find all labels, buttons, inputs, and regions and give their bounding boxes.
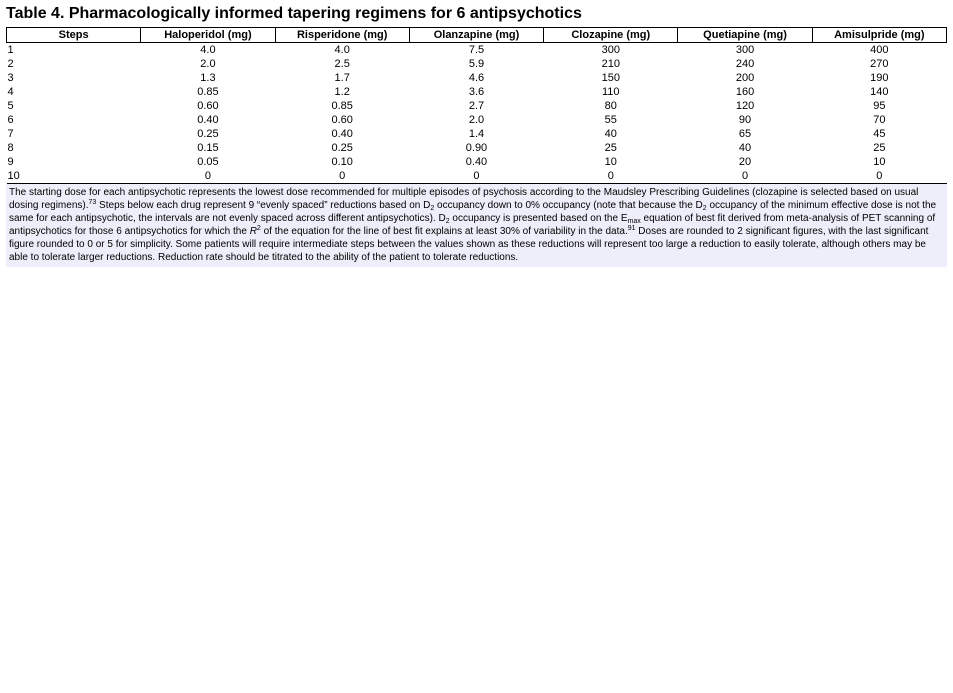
table-row — [7, 127, 947, 141]
cell-amisulpride: 140 — [870, 86, 889, 98]
footnote-text: occupancy is presented based on the E — [449, 213, 628, 224]
cell-clozapine: 10 — [604, 156, 617, 168]
footnote-text: of the equation for the line of best fit explains at least 30% of variability in the data. — [260, 226, 628, 237]
column-header-quetiapine: Quetiapine (mg) — [678, 28, 812, 43]
cell-amisulpride: 400 — [870, 44, 889, 56]
cell-clozapine: 40 — [604, 128, 617, 140]
cell-amisulpride: 95 — [873, 100, 886, 112]
cell-olanzapine: 5.9 — [468, 58, 485, 70]
header-row — [7, 28, 947, 43]
cell-risperidone: 0.25 — [331, 142, 353, 154]
cell-amisulpride: 25 — [873, 142, 886, 154]
cell-olanzapine: 0.90 — [465, 142, 488, 154]
cell-amisulpride: 45 — [873, 128, 886, 140]
table-title: Table 4. Pharmacologically informed tapering regimens for 6 antipsychotics — [6, 5, 582, 22]
cell-steps: 3 — [7, 72, 14, 84]
footnote-text: equation of best fit derived from meta-analysis of PET scanning of antipsychotics for those 6 antipsychotics for which the — [9, 213, 936, 237]
cell-haloperidol: 0.40 — [197, 114, 219, 126]
cell-quetiapine: 65 — [738, 128, 752, 140]
footnote-reference: 91 — [627, 225, 636, 232]
cell-amisulpride: 270 — [870, 58, 889, 70]
cell-steps: 5 — [7, 100, 14, 112]
table-row — [7, 85, 947, 99]
cell-clozapine: 300 — [601, 44, 620, 56]
cell-olanzapine: 4.6 — [468, 72, 485, 84]
cell-quetiapine: 120 — [735, 100, 755, 112]
cell-steps: 7 — [7, 128, 14, 140]
cell-olanzapine: 3.6 — [468, 86, 485, 98]
footnote-text: occupancy of the minimum effective dose is not the same for each antipsychotic, the intervals are not evenly spaced across different antipsychotics). D — [9, 200, 937, 224]
cell-clozapine: 25 — [604, 142, 617, 154]
cell-risperidone: 4.0 — [334, 44, 350, 56]
cell-clozapine: 55 — [604, 114, 617, 126]
cell-steps: 4 — [7, 86, 14, 98]
cell-haloperidol: 0.15 — [197, 142, 219, 154]
cell-clozapine: 150 — [601, 72, 620, 84]
cell-haloperidol: 0 — [141, 169, 275, 184]
cell-risperidone: 0.40 — [331, 128, 353, 140]
tapering-table — [6, 27, 947, 184]
subscript: 2 — [702, 205, 707, 212]
cell-haloperidol: 0.05 — [197, 156, 219, 168]
cell-steps: 10 — [7, 169, 141, 184]
table-row — [7, 113, 947, 127]
r-squared-symbol: R — [249, 226, 257, 237]
cell-quetiapine: 40 — [738, 142, 752, 154]
column-header-steps: Steps — [7, 28, 141, 43]
column-header-haloperidol: Haloperidol (mg) — [141, 28, 275, 43]
cell-haloperidol: 1.3 — [200, 72, 216, 84]
cell-amisulpride: 70 — [873, 114, 886, 126]
table-row — [7, 57, 947, 71]
cell-haloperidol: 0.85 — [197, 86, 219, 98]
table-row — [7, 99, 947, 113]
footnote-text: The starting dose for each antipsychotic represents the lowest dose recommended for multiple episodes of psychosis according to the Maudsley Prescribing Guidelines (clozapine is selected based on usual dosing regimens). — [9, 187, 919, 211]
cell-steps: 9 — [7, 156, 14, 168]
cell-steps: 2 — [7, 58, 14, 70]
cell-olanzapine: 2.0 — [468, 114, 485, 126]
subscript: 2 — [445, 218, 450, 225]
column-header-olanzapine: Olanzapine (mg) — [409, 28, 543, 43]
table-row — [7, 43, 947, 58]
table-row — [7, 155, 947, 169]
cell-risperidone: 0.85 — [331, 100, 353, 112]
table-row — [7, 71, 947, 85]
column-header-clozapine: Clozapine (mg) — [544, 28, 678, 43]
cell-quetiapine: 90 — [738, 114, 752, 126]
footnote-text: occupancy down to 0% occupancy (note that because the D — [434, 200, 703, 211]
cell-quetiapine: 0 — [678, 169, 812, 184]
cell-risperidone: 2.5 — [334, 58, 350, 70]
cell-quetiapine: 300 — [735, 44, 755, 56]
cell-clozapine: 110 — [601, 86, 620, 98]
superscript: 2 — [256, 225, 261, 232]
footnote-text: Steps below each drug represent 9 “evenly spaced” reductions based on D — [96, 200, 431, 211]
document — [6, 4, 947, 267]
cell-risperidone: 0.10 — [331, 156, 353, 168]
cell-olanzapine: 2.7 — [468, 100, 485, 112]
table-row — [7, 169, 947, 184]
cell-haloperidol: 0.25 — [197, 128, 219, 140]
cell-quetiapine: 160 — [735, 86, 755, 98]
cell-steps: 6 — [7, 114, 14, 126]
cell-amisulpride: 190 — [870, 72, 889, 84]
subscript: max — [627, 218, 641, 225]
cell-olanzapine: 0 — [409, 169, 543, 184]
table-footnote — [6, 184, 947, 267]
cell-risperidone: 1.7 — [334, 72, 350, 84]
cell-steps: 1 — [7, 44, 14, 56]
cell-olanzapine: 7.5 — [468, 44, 485, 56]
cell-olanzapine: 1.4 — [468, 128, 485, 140]
cell-amisulpride: 10 — [873, 156, 886, 168]
cell-risperidone: 0 — [275, 169, 409, 184]
footnote-reference: 73 — [88, 199, 97, 206]
column-header-amisulpride: Amisulpride (mg) — [812, 28, 946, 43]
table-body — [7, 43, 947, 184]
cell-haloperidol: 4.0 — [200, 44, 216, 56]
cell-amisulpride: 0 — [812, 169, 946, 184]
cell-risperidone: 1.2 — [334, 86, 350, 98]
cell-risperidone: 0.60 — [331, 114, 353, 126]
footnote-text: Doses are rounded to 2 significant figures, with the last significant figure rounded to 0 or 5 for simplicity. Some patients will require intermediate steps between the values shown as these reductions will represent too large a reduction to easily tolerate, although others may be able to tolerate larger reductions. Reduction rate should be titrated to the ability of the patient to tolerate reductions. — [9, 226, 929, 263]
cell-haloperidol: 2.0 — [200, 58, 216, 70]
column-header-risperidone: Risperidone (mg) — [275, 28, 409, 43]
cell-quetiapine: 200 — [735, 72, 755, 84]
cell-olanzapine: 0.40 — [465, 156, 488, 168]
cell-clozapine: 210 — [601, 58, 620, 70]
cell-quetiapine: 240 — [735, 58, 755, 70]
cell-clozapine: 80 — [604, 100, 617, 112]
cell-quetiapine: 20 — [738, 156, 752, 168]
subscript: 2 — [430, 205, 435, 212]
cell-steps: 8 — [7, 142, 14, 154]
table-row — [7, 141, 947, 155]
cell-clozapine: 0 — [544, 169, 678, 184]
cell-haloperidol: 0.60 — [197, 100, 219, 112]
